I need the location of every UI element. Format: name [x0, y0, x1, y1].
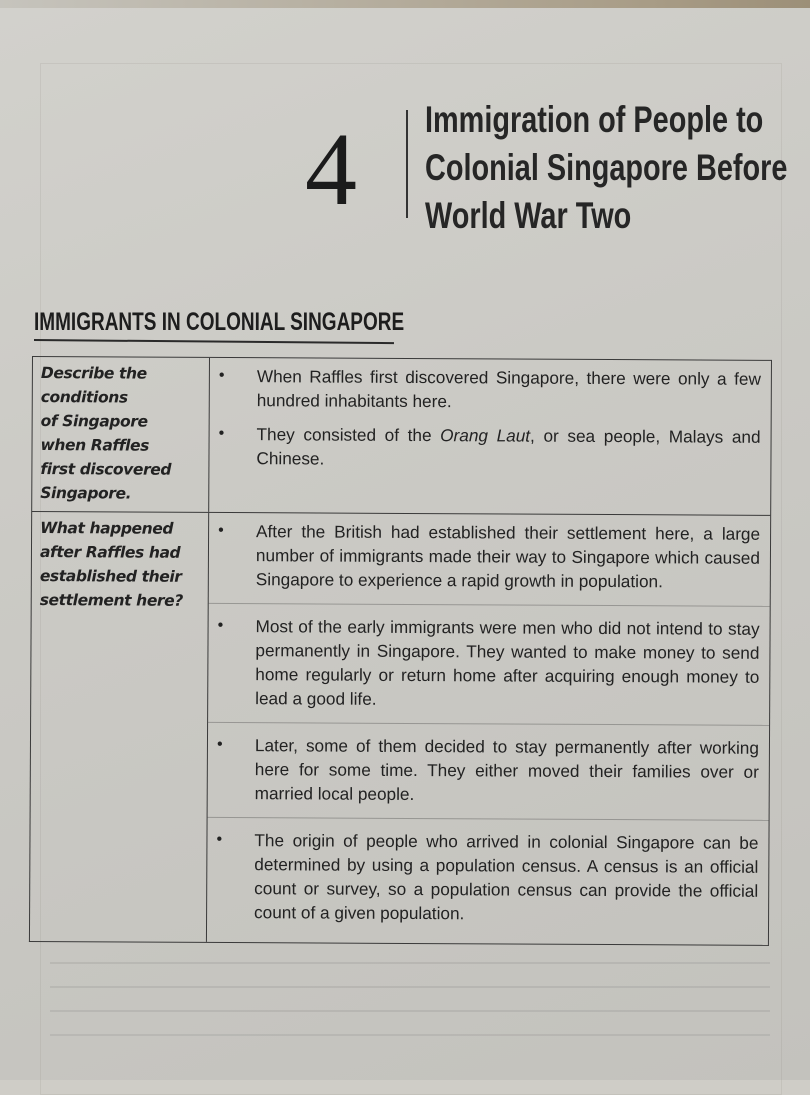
answer-cell	[209, 358, 771, 515]
bullet-item	[214, 733, 759, 808]
chapter-divider	[406, 110, 408, 218]
question-line: settlement here?	[39, 591, 183, 610]
bullet-item	[213, 828, 758, 927]
ghost-line	[50, 986, 770, 988]
question-cell	[30, 512, 209, 942]
bullet-item	[216, 364, 761, 415]
ghost-line	[50, 962, 770, 964]
bullet-item	[214, 614, 759, 713]
question-line: Describe the	[40, 364, 147, 383]
table-row	[29, 512, 771, 946]
bullet-text: Later, some of them decided to stay permanently after working here for some time. They either moved their families over or married local people.	[254, 735, 760, 805]
chapter-title-line: World War Two	[425, 195, 632, 236]
bullet-text-part: , or sea people, Malays and Chinese.	[256, 425, 761, 469]
bullet-icon: •	[217, 616, 224, 635]
question-line: What happened	[40, 519, 174, 538]
bullet-separator	[209, 603, 770, 607]
question-line: conditions	[40, 388, 128, 407]
chapter-title	[425, 96, 788, 240]
bullet-icon: •	[216, 735, 223, 754]
bullet-text: After the British had established their settlement here, a large number of immigrants made their way to Singapore which caused Singapore to experience a rapid growth in population.	[255, 521, 761, 592]
question-line: Singapore.	[40, 484, 132, 503]
chapter-title-line: Immigration of People to	[425, 99, 764, 140]
answer-cell	[207, 513, 770, 945]
question-line: established their	[39, 567, 182, 586]
bullet-item	[215, 519, 760, 594]
bullet-text: When Raffles first discovered Singapore, there were only a few hundred inhabitants here.	[256, 366, 761, 412]
bullet-text	[256, 422, 760, 473]
italic-term: Orang Laut	[440, 425, 531, 446]
bullet-separator	[208, 817, 769, 821]
cell-spacer	[215, 480, 760, 505]
bullet-separator	[208, 722, 769, 726]
bullet-item	[215, 422, 760, 473]
bullet-icon: •	[218, 521, 224, 540]
question-line: when Raffles	[40, 436, 150, 455]
bullet-text: The origin of people who arrived in colonial Singapore can be determined by using a population census. A census is an official count or survey, so a population census can provide the official count of a given population.	[254, 830, 759, 924]
ghost-line	[50, 1010, 770, 1012]
bullet-text: Most of the early immigrants were men who did not intend to stay permanently in Singapore. They wanted to make money to send home regularly or return home after acquiring enough money to lead a good life.	[255, 616, 760, 709]
bullet-icon: •	[216, 830, 223, 849]
show-through-text	[30, 940, 790, 1080]
table-row	[31, 356, 772, 516]
question-line: first discovered	[40, 460, 172, 479]
question-cell	[32, 357, 210, 512]
section-heading: IMMIGRANTS IN COLONIAL SINGAPORE	[34, 308, 405, 336]
chapter-number: 4	[305, 112, 357, 227]
qa-table	[29, 356, 772, 946]
bullet-text-part: They consisted of the	[256, 424, 441, 446]
question-line: of Singapore	[40, 412, 148, 431]
question-line: after Raffles had	[39, 543, 181, 562]
chapter-title-line: Colonial Singapore Before	[425, 147, 788, 188]
bullet-icon: •	[218, 366, 225, 385]
bullet-icon: •	[218, 424, 225, 443]
ghost-line	[50, 1034, 770, 1036]
